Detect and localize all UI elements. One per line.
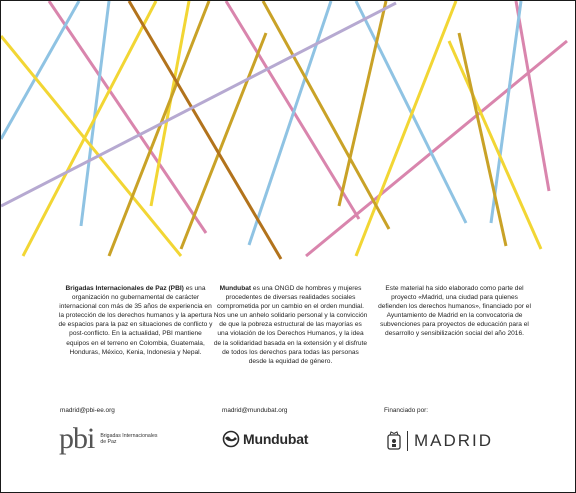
pbi-email[interactable]: madrid@pbi-ee.org xyxy=(60,407,115,414)
mundubat-logo xyxy=(222,430,308,448)
pbi-description xyxy=(58,284,213,357)
pbi-logo xyxy=(59,424,160,454)
mundubat-description xyxy=(213,284,368,366)
pbi-logo-name: Brigadas Internacionales de Paz xyxy=(100,432,158,445)
madrid-logo-name: MADRID xyxy=(414,431,494,450)
madrid-logo-separator xyxy=(407,431,408,451)
mundubat-description-text: es una ONGD de hombres y mujeres procedentes de diversas realidades sociales comprometida por un cambio en el orden mundial. Nos une un anhelo solidario personal y la convicción de que la pobreza estructural de las mayorías es una violación de los Derechos Humanos, y la idea de la solidaridad basada en la extensión y el disfrute de todos los derechos para todas las personas desde la equidad de género. xyxy=(213,285,368,365)
pbi-description-text: es una organización no gubernamental de carácter internacional con más de 35 años de experiencia en la protección de los derechos humanos y la apertura de espacios para la paz en situaciones de conflicto y post-conflicto. En la actualidad, PBI mantiene equipos en el terreno en Colombia, Guatemala, Honduras, México, Kenia, Indonesia y Nepal. xyxy=(58,285,213,356)
mundubat-email[interactable]: madrid@mundubat.org xyxy=(222,407,288,414)
globe-icon xyxy=(222,430,240,448)
pbi-logo-mark: pbi xyxy=(59,422,95,455)
madrid-logo xyxy=(387,431,493,451)
decorative-lines-illustration xyxy=(1,1,575,263)
madrid-project-description xyxy=(377,284,532,339)
financed-by-label: Financiado por: xyxy=(384,407,429,414)
mundubat-logo-name: Mundubat xyxy=(243,431,309,447)
pbi-name-bold: Brigadas Internacionales de Paz (PBI) xyxy=(65,285,184,292)
madrid-coat-of-arms-icon xyxy=(387,431,401,451)
mundubat-name-bold: Mundubat xyxy=(219,285,252,292)
madrid-project-text: Este material ha sido elaborado como parte del proyecto «Madrid, una ciudad para quienes defienden los derechos humanos», financiado por el Ayuntamiento de Madrid en la convocatoria de subvenciones para proyectos de educación para el desarrollo y sensibilización social del año 2016. xyxy=(378,285,531,338)
